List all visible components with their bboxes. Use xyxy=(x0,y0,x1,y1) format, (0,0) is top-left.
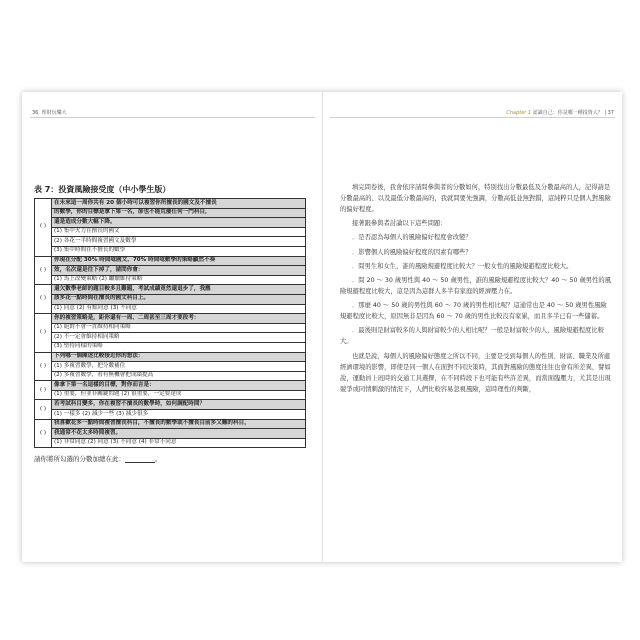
answer-option: (1) 一樣多 (2) 減少一些 (3) 減少很多 xyxy=(52,410,306,420)
answer-blank: ( ) xyxy=(35,256,52,285)
table-row xyxy=(35,429,306,439)
right-header-rule xyxy=(330,117,615,118)
question-text: 效，名次還是往下掉了，請問你會： xyxy=(52,266,306,276)
table-row xyxy=(35,390,306,400)
right-running-header: Chapter 1 認識自己：你是哪一種投資人？ | 37 xyxy=(506,110,614,116)
question-text: 我通常不花太多時間複習。 xyxy=(52,429,306,439)
answer-blank: ( ) xyxy=(35,381,52,400)
table-row xyxy=(35,199,306,209)
right-page-number: 37 xyxy=(607,110,614,116)
book-title: 理財玩樂大 xyxy=(41,110,67,116)
table-row xyxy=(35,438,306,448)
body-paragraph: 也就是說，每個人的風險偏好態度之所以不同，主要是受到每個人的性別、財富、職業及所處經濟環境的影響，即使是同一個人在面對不同決策時，其面對風險的態度往往也會有所差異，譬如說，運動員上班時的交通工具選擇，在不同時段下也可能有些許差異，而當面臨壓力，尤其是出現競爭或同情刺激的情況下，人們比較容易忽視風險，這時理性的判斷， xyxy=(340,352,611,393)
answer-blank: ( ) xyxy=(35,419,52,448)
answer-blank: ( ) xyxy=(35,400,52,419)
body-paragraph: ．問男生和女生，誰的風險規避程度比較大？一般女性的風險規避程度比較大。 xyxy=(352,262,573,270)
answer-blank: ( ) xyxy=(35,285,52,314)
answer-option: (2) 不一定會維持相同策略 xyxy=(52,333,306,343)
table-row xyxy=(35,323,306,333)
table-row xyxy=(35,400,306,410)
page-gutter xyxy=(322,92,323,562)
question-text: 你現在分配 30% 時間唸國文、70% 時間唸數學的策略顯然不奏 xyxy=(52,256,306,266)
question-text: 還欠數學老師的題目較多且難題，考試成績竟然還退步了，我應 xyxy=(52,285,306,295)
table-row xyxy=(35,314,306,324)
answer-blank: ( ) xyxy=(35,314,52,352)
body-paragraph: ．最後則是財富較多的人與財富較少的人相比呢？一般是財富較少的人，風險規避程度比較大。 xyxy=(340,327,604,346)
left-page-number: 36 xyxy=(32,110,39,116)
left-header-rule xyxy=(30,117,315,118)
question-text: 在未來這一周你共有 20 個小時可以複習你所擅長的國文及不擅長 xyxy=(52,199,306,209)
question-text: 還是造成分數大幅下降。 xyxy=(52,218,306,228)
question-text: 你的複習策略是，距你還有一周、二周甚至三周才要段考： xyxy=(52,314,306,324)
table-row xyxy=(35,285,306,295)
table-row xyxy=(35,266,306,276)
table-row xyxy=(35,410,306,420)
table-title: 表 7：投資風險接受度（中小學生版） xyxy=(34,185,171,194)
score-total-prompt: 請你將所勾選的分數加總在此： xyxy=(34,455,125,464)
body-paragraph: ．那麼 40 ～ 50 歲的男性與 60 ～ 70 歲的男性相比呢？這通常也是 40 ～ 50 歲男性風險規避程度比較大，原因無非是因為 60 ～ 70 歲的男性比較沒有家累，而且多半已有一些儲蓄。 xyxy=(340,302,607,321)
table-row xyxy=(35,304,306,314)
left-running-header xyxy=(32,109,67,116)
answer-option: (1) 非常同意 (2) 同意 (3) 不同意 (4) 非常不同意 xyxy=(52,438,306,448)
body-paragraph: 填完問卷後，我會依序請問參與者的分數如何，特別找出分數最低及分數最高的人，記得請是分數最高的、以及最低分數最高的，我就問要先強調，分數高低並無對錯，這純粹只是個人對風險的偏好程度。 xyxy=(340,184,611,213)
answer-blank: ( ) xyxy=(35,199,52,257)
question-text: 像拿下第一名這樣的目標，對你而言是： xyxy=(52,381,306,391)
table-row xyxy=(35,333,306,343)
left-page-content xyxy=(34,184,310,463)
question-text: 我喜歡花多一點時間複習擅長科目，不擅長的數學或不擅長目前多又難的科目， xyxy=(52,419,306,429)
table-row xyxy=(35,362,306,372)
answer-option: (1) 集中火力在擅長的國文 xyxy=(52,227,306,237)
table-row xyxy=(35,371,306,381)
question-text: 若考試科目變多，你在複習不擅長的數學時，如何調配時間？ xyxy=(52,400,306,410)
answer-option: (1) 馬上改變策略 (2) 繼續維持策略 xyxy=(52,275,306,285)
table-row xyxy=(35,352,306,362)
questionnaire-table xyxy=(34,198,306,448)
answer-option: (3) 集中時間在不擅長的數學 xyxy=(52,246,306,256)
table-row xyxy=(35,237,306,247)
body-paragraph: 接著跟參與者討論以下這些問題： xyxy=(352,220,447,228)
score-total-end: 。 xyxy=(155,455,162,464)
answer-option: (1) 同意 (2) 有點同意 (3) 不同意 xyxy=(52,304,306,314)
table-row xyxy=(35,419,306,429)
answer-option: (1) 重要，但並非關鍵問題 (2) 很重要，一定要達成 xyxy=(52,390,306,400)
answer-option: (2) 多複習數學，看有無機會把成績提高 xyxy=(52,371,306,381)
body-paragraph: ．是否認為每個人的風險偏好程度會改變？ xyxy=(352,234,472,242)
table-row xyxy=(35,342,306,352)
chapter-title: 認識自己：你是哪一種投資人？ xyxy=(532,110,603,116)
question-text: 該多花一點時間在擅長的國文科目上。 xyxy=(52,294,306,304)
table-row xyxy=(35,256,306,266)
answer-blank: ( ) xyxy=(35,352,52,381)
table-row xyxy=(35,381,306,391)
right-page-content xyxy=(340,182,612,398)
table-row xyxy=(35,246,306,256)
chapter-label: Chapter 1 xyxy=(506,110,532,116)
score-total-blank xyxy=(125,456,155,463)
table-row xyxy=(35,294,306,304)
table-row xyxy=(35,218,306,228)
body-paragraph: ．問 20 ～ 30 歲男性與 40 ～ 50 歲男性，誰的風險規避程度比較大？40 ～ 50 歲男性的風險規避程度比較大，這是因為這群人多半有家庭的經濟壓力在。 xyxy=(340,276,611,295)
answer-option: (1) 絕對不會一直維持相同策略 xyxy=(52,323,306,333)
answer-option: (2) 各花一半時間複習國文及數學 xyxy=(52,237,306,247)
table-row xyxy=(35,275,306,285)
answer-option: (3) 堅持同樣的策略 xyxy=(52,342,306,352)
table-row xyxy=(35,208,306,218)
body-paragraph: ．影響個人的風險偏好程度的因素有哪些？ xyxy=(352,248,472,256)
score-total-line xyxy=(34,454,310,463)
question-text: 的數學，你的目標是拿下第一名，卻也不能荒廢任何一門科目， xyxy=(52,208,306,218)
question-text: 下列哪一個陳述比較接近你的想法： xyxy=(52,352,306,362)
table-row xyxy=(35,227,306,237)
answer-option: (1) 多複習數學，把分數補住 xyxy=(52,362,306,372)
